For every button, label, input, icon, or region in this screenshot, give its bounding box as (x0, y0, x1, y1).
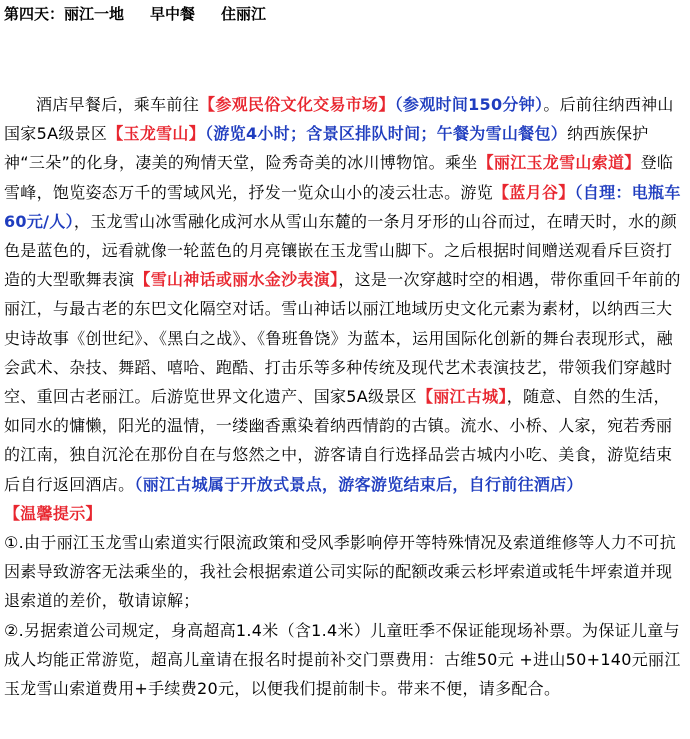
tips-title: 【温馨提示】 (4, 503, 102, 523)
market-highlight: 【参观民俗文化交易市场】 (199, 95, 395, 114)
ropeway-highlight: 【丽江玉龙雪山索道】 (477, 153, 641, 173)
old-town-note: （丽江古城属于开放式景点，游客游览结束后，自行前往酒店） (134, 474, 583, 494)
tips-heading (4, 499, 686, 528)
accommodation-info: 住丽江 (221, 5, 267, 23)
tip-item: ①.由于丽江玉龙雪山索道实行限流政策和受风季影响停开等特殊情况及索道维修等人力不可抗因素导致游客无法乘坐的，我社会根据索道公司实际的配额改乘云杉坪索道或牦牛坪索道并现退索道的差价，敬请谅解； (4, 533, 677, 611)
text-segment: ，这是一次穿越时空的相遇，带你重回千年前的丽江，与最古老的东巴文化隔空对话。雪山神话以丽江地域历史文化元素为素材，以纳西三大史诗故事《创世纪》、《黑白之战》、《鲁班鲁饶》为蓝本，运用国际化创新的舞台表现形式，融会武术、杂技、舞蹈、嘻哈、跑酷、打击乐等多种传统及现代艺术表演技艺，带领我们穿越时空、重回古老丽江。后游览世界文化遗产、国家5A级景区 (4, 270, 681, 407)
text-segment: 纳西族保护神“三朵”的化身，凄美的殉情天堂，险秀奇美的冰川博物馆。乘坐 (4, 124, 649, 173)
text-segment: ，玉龙雪山冰雪融化成河水从雪山东麓的一条月牙形的山谷而过，在晴天时，水的颜色是蓝色的，远看就像一轮蓝色的月亮镶嵌在玉龙雪山脚下。之后根据时间赠送观看斥巨资打造的大型歌舞表演 (4, 211, 678, 290)
visit-time-note: （参观时间150分钟） (394, 95, 544, 114)
text-segment: ，随意、自然的生活，如同水的慵懒，阳光的温情，一缕幽香熏染着纳西情韵的古镇。流水、小桥、人家，宛若秀丽的江南，独自沉沦在那份自在与悠然之中，游客请自行选择品尝古城内小吃、美食，游览结束后自行返回酒店。 (4, 387, 673, 494)
text-segment: 登临雪峰，饱览姿态万千的雪域风光，抒发一览众山小的凌云壮志。游览 (4, 153, 674, 202)
text-segment: 。后前往纳西神山国家5A级景区 (4, 95, 674, 144)
day-title: 第四天：丽江一地 (4, 5, 125, 23)
shuttle-fee-note: （自理：电瓶车60元/人） (4, 182, 681, 231)
show-highlight: 【雪山神话或丽水金沙表演】 (134, 270, 339, 290)
tip-item: ②.另据索道公司规定，身高超高1.4米（含1.4米）儿童旺季不保证能现场补票。为保证儿童与成人均能正常游览，超高儿童请在报名时提前补交门票费用：古维50元 +进山50+140元丽江玉龙雪山索道费用+手续费20元，以便我们提前制卡。带来不便，请多配合。 (4, 620, 681, 699)
itinerary-paragraph (4, 90, 686, 499)
meals-info: 早中餐 (150, 5, 196, 23)
old-town-highlight: 【丽江古城】 (416, 387, 507, 407)
text-segment: 酒店早餐后，乘车前往 (36, 95, 200, 114)
blue-moon-valley-highlight: 【蓝月谷】 (493, 182, 575, 202)
jade-dragon-highlight: 【玉龙雪山】 (107, 124, 206, 144)
tour-duration-note: （游览4小时；含景区排队时间；午餐为雪山餐包） (205, 124, 568, 144)
day-header (4, 4, 292, 24)
itinerary-content (4, 90, 686, 703)
